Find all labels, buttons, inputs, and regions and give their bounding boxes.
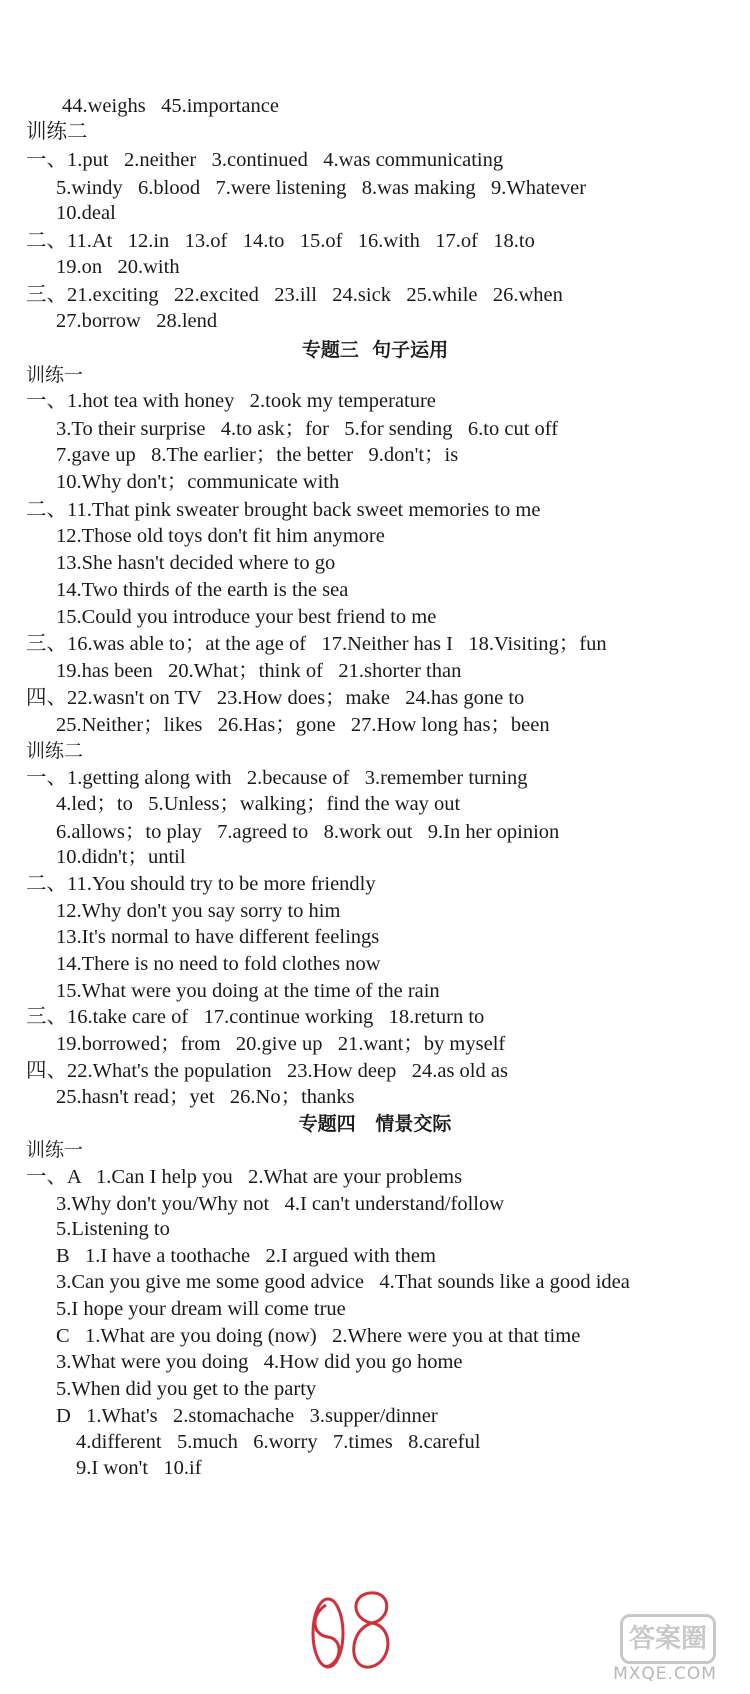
answer-line — [0, 1295, 750, 1323]
line-text: 二、11.That pink sweater brought back sweet memories to me — [26, 499, 541, 521]
answer-line — [0, 1057, 750, 1085]
line-text: 15.Could you introduce your best friend to me — [56, 606, 437, 628]
line-text: 44.weighs 45.importance — [62, 95, 279, 117]
line-text: 专题四 情景交际 — [298, 1113, 452, 1135]
line-text: 一、1.getting along with 2.because of 3.remember turning — [26, 767, 528, 789]
answer-line — [0, 441, 750, 469]
line-text: 7.gave up 8.The earlier；the better 9.don't；is — [56, 444, 459, 466]
line-text: 一、A 1.Can I help you 2.What are your problems — [26, 1166, 463, 1188]
section-heading — [0, 1110, 750, 1138]
line-text: 四、22.wasn't on TV 23.How does；make 24.has gone to — [26, 687, 525, 709]
answer-line — [0, 253, 750, 281]
line-text: 一、1.hot tea with honey 2.took my temperature — [26, 390, 436, 412]
section-heading — [0, 336, 750, 364]
line-text: 19.has been 20.What；think of 21.shorter than — [56, 660, 462, 682]
answer-line — [0, 818, 750, 846]
line-text: 5.Listening to — [56, 1218, 170, 1240]
answer-line — [0, 307, 750, 335]
answer-line — [0, 387, 750, 415]
answer-line — [0, 1402, 750, 1430]
answer-line — [0, 870, 750, 898]
answer-line — [0, 415, 750, 443]
answer-line — [0, 764, 750, 792]
line-text: 一、1.put 2.neither 3.continued 4.was communicating — [26, 149, 504, 171]
line-text: 3.Can you give me some good advice 4.That sounds like a good idea — [56, 1271, 630, 1293]
line-text: 25.Neither；likes 26.Has；gone 27.How long has；been — [56, 714, 550, 736]
answer-line — [0, 1030, 750, 1058]
answer-line — [0, 923, 750, 951]
subsection-label — [0, 1136, 750, 1164]
answer-line — [0, 227, 750, 255]
line-text: C 1.What are you doing (now) 2.Where were you at that time — [56, 1325, 581, 1347]
line-text: 三、16.take care of 17.continue working 18.return to — [26, 1006, 485, 1028]
answer-line — [0, 843, 750, 871]
line-text: 19.on 20.with — [56, 256, 180, 278]
answer-line — [0, 1428, 750, 1456]
answer-line — [0, 576, 750, 604]
answer-line — [0, 496, 750, 524]
answer-line — [0, 1190, 750, 1218]
answer-line — [0, 549, 750, 577]
line-text: 3.To their surprise 4.to ask；for 5.for sending 6.to cut off — [56, 418, 559, 440]
answer-line — [0, 630, 750, 658]
line-text: 10.Why don't；communicate with — [56, 471, 340, 493]
line-text: 4.led；to 5.Unless；walking；find the way out — [56, 793, 461, 815]
answer-line — [0, 174, 750, 202]
answer-line — [0, 657, 750, 685]
watermark-logo — [590, 1614, 740, 1684]
answer-line — [0, 92, 750, 120]
line-text: 3.What were you doing 4.How did you go home — [56, 1351, 463, 1373]
line-text: 4.different 5.much 6.worry 7.times 8.careful — [76, 1431, 481, 1453]
watermark-site: MXQE.COM — [613, 1664, 717, 1684]
answer-line — [0, 790, 750, 818]
line-text: B 1.I have a toothache 2.I argued with them — [56, 1245, 436, 1267]
line-text: 训练二 — [26, 121, 88, 143]
answer-line — [0, 977, 750, 1005]
handwritten-page-number — [300, 1575, 410, 1680]
line-text: 四、22.What's the population 23.How deep 24.as old as — [26, 1060, 508, 1082]
line-text: 13.She hasn't decided where to go — [56, 552, 336, 574]
line-text: 13.It's normal to have different feelings — [56, 926, 380, 948]
answer-line — [0, 950, 750, 978]
line-text: 5.I hope your dream will come true — [56, 1298, 346, 1320]
answer-line — [0, 1268, 750, 1296]
line-text: 9.I won't 10.if — [76, 1457, 202, 1479]
answer-line — [0, 1003, 750, 1031]
answer-line — [0, 1348, 750, 1376]
answer-line — [0, 1163, 750, 1191]
watermark-mark: 答案圈 — [620, 1614, 716, 1664]
answer-line — [0, 281, 750, 309]
line-text: 19.borrowed；from 20.give up 21.want；by myself — [56, 1033, 506, 1055]
line-text: 专题三 句子运用 — [301, 339, 449, 361]
line-text: 12.Why don't you say sorry to him — [56, 900, 341, 922]
line-text: 5.When did you get to the party — [56, 1378, 317, 1400]
line-text: 27.borrow 28.lend — [56, 310, 218, 332]
answer-line — [0, 603, 750, 631]
line-text: 训练一 — [26, 1139, 84, 1161]
line-text: 25.hasn't read；yet 26.No；thanks — [56, 1086, 355, 1108]
line-text: 12.Those old toys don't fit him anymore — [56, 525, 385, 547]
answer-line — [0, 1375, 750, 1403]
line-text: 三、21.exciting 22.excited 23.ill 24.sick 25.while 26.when — [26, 284, 563, 306]
answer-line — [0, 1215, 750, 1243]
answer-line — [0, 684, 750, 712]
answer-line — [0, 711, 750, 739]
line-text: 训练二 — [26, 740, 84, 762]
answer-line — [0, 199, 750, 227]
line-text: 二、11.You should try to be more friendly — [26, 873, 376, 895]
answer-line — [0, 468, 750, 496]
answer-line — [0, 1083, 750, 1111]
line-text: 三、16.was able to；at the age of 17.Neither has I 18.Visiting；fun — [26, 633, 607, 655]
answer-line — [0, 1454, 750, 1482]
line-text: 10.didn't；until — [56, 846, 186, 868]
subsection-label — [0, 361, 750, 389]
line-text: 训练一 — [26, 364, 84, 386]
answer-line — [0, 897, 750, 925]
answer-line — [0, 1242, 750, 1270]
answer-line — [0, 118, 750, 146]
line-text: 5.windy 6.blood 7.were listening 8.was making 9.Whatever — [56, 177, 587, 199]
answer-line — [0, 1322, 750, 1350]
line-text: 3.Why don't you/Why not 4.I can't understand/follow — [56, 1193, 505, 1215]
line-text: 14.There is no need to fold clothes now — [56, 953, 381, 975]
answer-line — [0, 146, 750, 174]
line-text: 6.allows；to play 7.agreed to 8.work out 9.In her opinion — [56, 821, 560, 843]
line-text: 15.What were you doing at the time of the rain — [56, 980, 440, 1002]
line-text: D 1.What's 2.stomachache 3.supper/dinner — [56, 1405, 438, 1427]
line-text: 10.deal — [56, 202, 116, 224]
answer-line — [0, 522, 750, 550]
line-text: 14.Two thirds of the earth is the sea — [56, 579, 349, 601]
subsection-label — [0, 737, 750, 765]
line-text: 二、11.At 12.in 13.of 14.to 15.of 16.with 17.of 18.to — [26, 230, 535, 252]
